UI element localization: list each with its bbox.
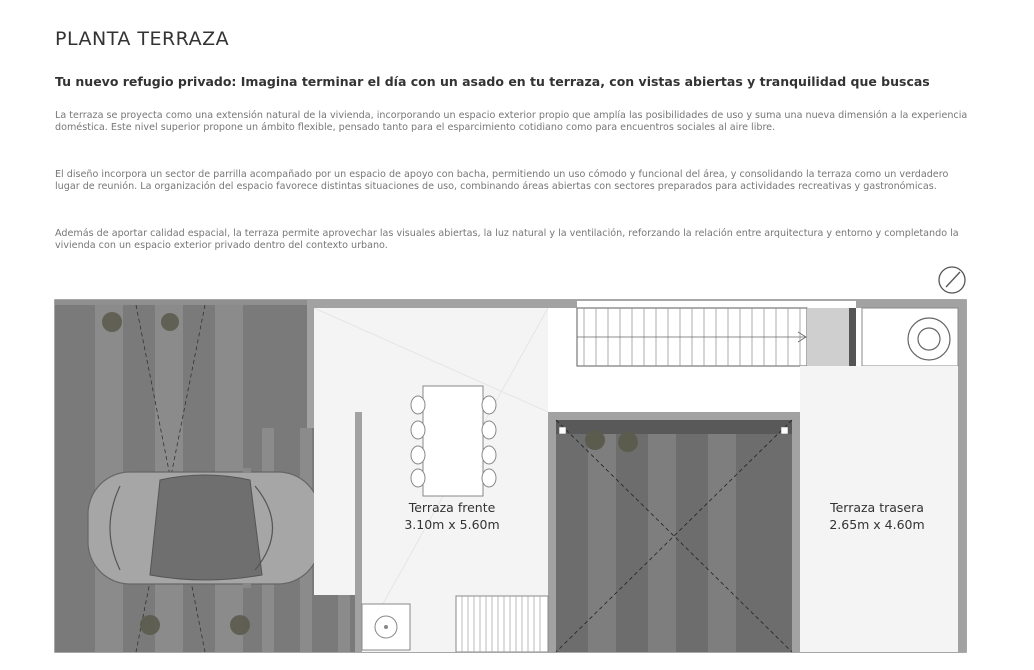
description-paragraph-2: El diseño incorpora un sector de parrilla acompañado por un espacio de apoyo con bacha, permitiendo un uso cómodo y funcional del área, y consolidando la terraza como un verdadero lugar de reunión. La organización del espacio favorece distintas situaciones de uso, combinando áreas abiertas con sectores preparados para actividades recreativas y gastronómicas. <box>55 169 949 193</box>
stair-icon <box>456 596 548 652</box>
main-stairs <box>577 308 807 366</box>
description-paragraph-1: La terraza se proyecta como una extensión natural de la vivienda, incorporando un espacio exterior propio que amplía las posibilidades de uso y suma una nueva dimensión a la experiencia doméstica. Este nivel superior propone un ámbito flexible, pensado tanto para el esparcimiento cotidiano como para encuentros sociales al aire libre. <box>55 110 968 134</box>
page-title: PLANTA TERRAZA <box>55 28 230 50</box>
front-terrace-size: 3.10m x 5.60m <box>404 517 500 532</box>
central-patio <box>556 420 792 652</box>
rear-terrace-size: 2.65m x 4.60m <box>829 517 925 532</box>
rear-terrace-name: Terraza trasera <box>830 500 924 515</box>
dining-table <box>411 386 496 496</box>
page-subtitle: Tu nuevo refugio privado: Imagina terminar el día con un asado en tu terraza, con vistas abiertas y tranquilidad que buscas <box>55 74 930 89</box>
front-terrace-name: Terraza frente <box>408 500 496 515</box>
description-paragraph-3: Además de aportar calidad espacial, la terraza permite aprovechar las visuales abiertas, la luz natural y la ventilación, reforzando la relación entre arquitectura y entorno y completando la vivienda con un espacio exterior privado dentro del contexto urbano. <box>55 228 959 252</box>
car-icon <box>88 468 320 588</box>
compass-icon <box>939 267 965 293</box>
sink-icon <box>362 604 410 650</box>
water-tank-icon <box>862 308 958 366</box>
